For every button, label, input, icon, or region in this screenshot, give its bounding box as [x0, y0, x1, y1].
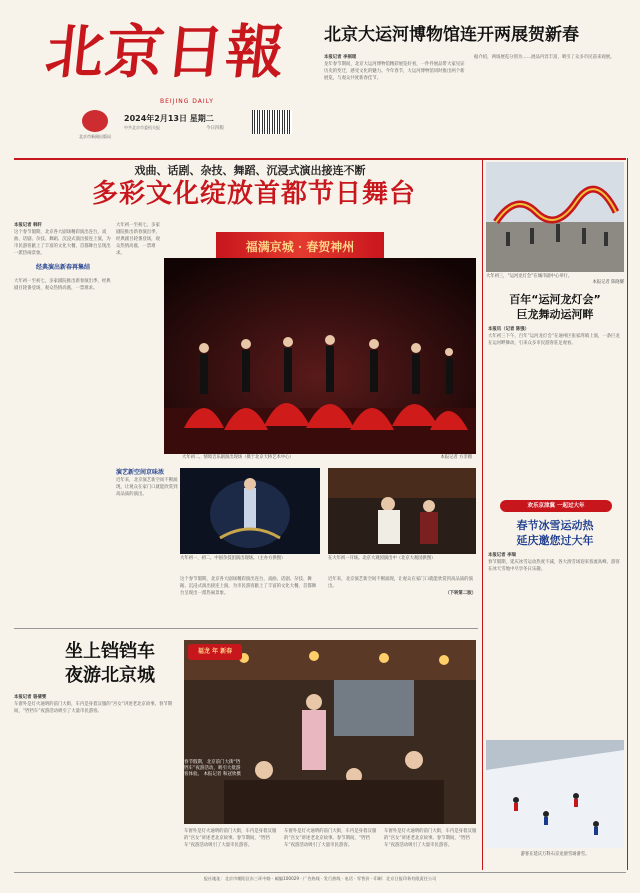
right-mid-body-text: 春节假期，延庆冰雪运动热度不减，各大滑雪场迎来客流高峰，游客在冰天雪地中尽享冬日乐趣。	[488, 560, 620, 572]
acrobat-photo	[180, 468, 320, 554]
right-mid-headline-line1: 春节冰雪运动热	[516, 519, 594, 532]
bottom-lower-col3-body: 车窗外是灯火通明的前门大街，车内是身着汉服的“宫女”讲述老北京故事。春节期间，“铛铛车”夜游活动吸引了大量市民游客。	[384, 829, 477, 848]
barcode	[252, 110, 292, 134]
top-story-col2	[474, 54, 622, 154]
top-story-headline: 北京大运河博物馆连开两展贺新春	[324, 25, 579, 45]
daily-tag: 今日四版	[206, 126, 224, 131]
main-stage-photo	[164, 258, 476, 454]
tram-scene	[184, 640, 476, 824]
bottom-byline: 本报记者 骆倩雯	[14, 695, 47, 700]
opera-caption: 在大年初一开场。北京大观园演出中（北京大观园供图）	[328, 556, 436, 561]
dragon-credit: 本报记者 陈晓耀	[592, 280, 624, 285]
main-lower-mid-body: 这个春节假期，北京各大剧场精彩演出连台，戏曲、话剧、杂技、舞蹈、沉浸式演出接连上演，为市民游客献上了丰富的文化大餐，首都舞台呈现出一派热闹景象。	[180, 577, 317, 596]
bottom-lower-col1-body: 车窗外是灯火通明的前门大街，车内是身着汉服的“宫女”讲述老北京故事。春节期间，“铛铛车”夜游活动吸引了大量市民游客。	[184, 829, 277, 848]
main-lower-right-body: 近年来，北京演艺新空间不断涌现，让观众在家门口就能欣赏到高品质的演出。	[328, 577, 473, 589]
dragon-caption	[486, 274, 624, 286]
top-story-body: 龙年春节期间，北京大运河博物馆精彩展览好看，一件件展品带大家见证历史的变迁，感受文化的魅力。今年春节，大运河博物馆同时推出两个新展览，与观众共度新春佳节。	[324, 62, 465, 81]
right-mid-headline-line2: 延庆邀您过大年	[516, 534, 594, 547]
main-mid-column	[116, 222, 160, 462]
bottom-lower-col3	[384, 828, 478, 868]
bottom-headline-line1: 坐上铛铛车	[65, 641, 155, 662]
festive-banner	[216, 232, 384, 260]
opera-scene	[328, 468, 476, 554]
main-lower-mid	[180, 576, 320, 624]
main-byline: 本报记者 韩轩	[14, 223, 42, 228]
main-headline: 多彩文化绽放首都节日舞台	[91, 179, 416, 209]
bottom-lower-col1	[184, 828, 280, 868]
opera-photo	[328, 468, 476, 554]
main-left-column	[14, 222, 112, 622]
main-sub1-body: 大年初一至初七，多家剧院推出新春演出季，经典剧目轮番登场，观众热情高涨，一票难求。	[14, 279, 111, 291]
top-story-col2-body: 据介绍，两场展览分别为……展品内容丰富，吸引了众多市民前来观展。	[474, 55, 615, 60]
main-continued: （下转第二版）	[445, 591, 476, 596]
dateline: 2024年2月13日 星期二	[124, 114, 214, 123]
main-sub2: 演艺新空间京味浓	[116, 469, 165, 476]
main-photo-credit: 本报记者 方非摄	[440, 455, 472, 460]
small-org: 中共北京市委机关报	[124, 125, 160, 130]
ski-scene	[486, 740, 624, 848]
masthead-org: 北京市新闻出版局	[79, 134, 111, 139]
masthead-seal	[82, 110, 108, 132]
main-photo-caption	[182, 455, 472, 461]
main-sub1: 经典演出新春再集结	[35, 264, 90, 271]
masthead-title: 北京日報	[42, 18, 290, 86]
mid-divider	[14, 628, 478, 629]
right-mid-body	[488, 552, 622, 736]
tram-credit: 本报记者 和冠欣摄	[203, 772, 241, 777]
right-mid-byline: 本报记者 李瑞	[488, 553, 516, 558]
ski-caption: 游客在延庆万科石京龙滑雪场滑雪。	[520, 852, 590, 857]
masthead	[14, 14, 314, 164]
main-photo-caption-text: 大年初二，情境音乐剧演出现场（摄于北京天桥艺术中心）	[182, 455, 294, 460]
masthead-subtitle: BEIJING DAILY	[160, 98, 214, 105]
main-mid-body: 大年初一至初七，多家剧院推出新春演出季，经典剧目轮番登场，观众热情高涨，一票难求。	[116, 223, 160, 256]
bottom-left-column	[14, 694, 178, 864]
dance-scene	[164, 258, 476, 454]
right-top-headline-line2: 巨龙舞动运河畔	[516, 308, 594, 321]
banner-text: 福满京城 · 春贺神州	[245, 240, 355, 254]
bottom-lower-col2-body: 车窗外是灯火通明的前门大街，车内是身着汉服的“宫女”讲述老北京故事。春节期间，“铛铛车”夜游活动吸引了大量市民游客。	[284, 829, 377, 848]
right-top-body	[488, 326, 622, 494]
footer-divider	[14, 872, 626, 873]
tram-caption	[184, 760, 244, 778]
main-sub2-body: 近年来，北京演艺新空间不断涌现，让观众在家门口就能欣赏到高品质的演出。	[116, 478, 178, 497]
top-story-byline: 本报记者 李祺瑶	[324, 55, 357, 60]
dragon-caption-text: 大年初三，“运河龙灯会”在城市副中心举行。	[486, 274, 573, 279]
right-mid-headline	[486, 518, 624, 548]
tram-photo	[184, 640, 476, 824]
top-story-col1	[324, 54, 466, 154]
acrobat-caption: 大年初一、初二，中国杂技团演出现场。（主办方供图）	[180, 556, 286, 561]
dragon-photo	[486, 162, 624, 272]
ski-photo	[486, 740, 624, 848]
tram-promo-badge	[188, 644, 242, 660]
right-mid-tag-text: 欢乐京津冀 一起过大年	[527, 503, 585, 509]
right-top-headline	[486, 292, 624, 322]
bottom-headline	[30, 640, 190, 688]
right-top-body-text: 大年初三下午，百年“运河龙灯会”在通州区张家湾镇上演，一条巨龙在运河畔舞动，引来众多市民游客驻足观看。	[488, 334, 620, 346]
main-lower-right	[328, 576, 476, 624]
main-lower-left	[116, 468, 178, 618]
tram-caption-text: 春节假期，北京前门大街“铛铛车”夜游活动，吸引大批游客体验。	[184, 760, 241, 777]
acrobat-scene	[180, 468, 320, 554]
bottom-lower-col2	[284, 828, 380, 868]
bottom-headline-line2: 夜游北京城	[65, 665, 155, 686]
right-top-byline: 本报讯（记者 陈强）	[488, 327, 530, 332]
dragon-scene	[486, 162, 624, 272]
main-kicker: 戏曲、话剧、杂技、舞蹈、沉浸式演出接连不断	[134, 164, 366, 177]
bottom-body: 车窗外是灯火通明的前门大街，车内是身着汉服的“宫女”讲述老北京故事。春节期间，“铛铛车”夜游活动吸引了大量市民游客。	[14, 702, 173, 714]
footer: 报社地址：北京市朝阳区东三环中路 · 邮编100029 · 广告热线 · 发行热线 · 电话 · 零售价 · 印刷：北京日报印务有限责任公司	[203, 876, 437, 881]
right-top-headline-line1: 百年“运河龙灯会”	[509, 293, 601, 306]
right-mid-tag	[500, 500, 612, 512]
main-body: 这个春节假期，北京各大剧场精彩演出连台，戏曲、话剧、杂技、舞蹈、沉浸式演出接连上演，为市民游客献上了丰富的文化大餐，首都舞台呈现出一派热闹景象。	[14, 230, 111, 256]
tram-promo-text: 福龙 年 新春	[197, 648, 233, 655]
